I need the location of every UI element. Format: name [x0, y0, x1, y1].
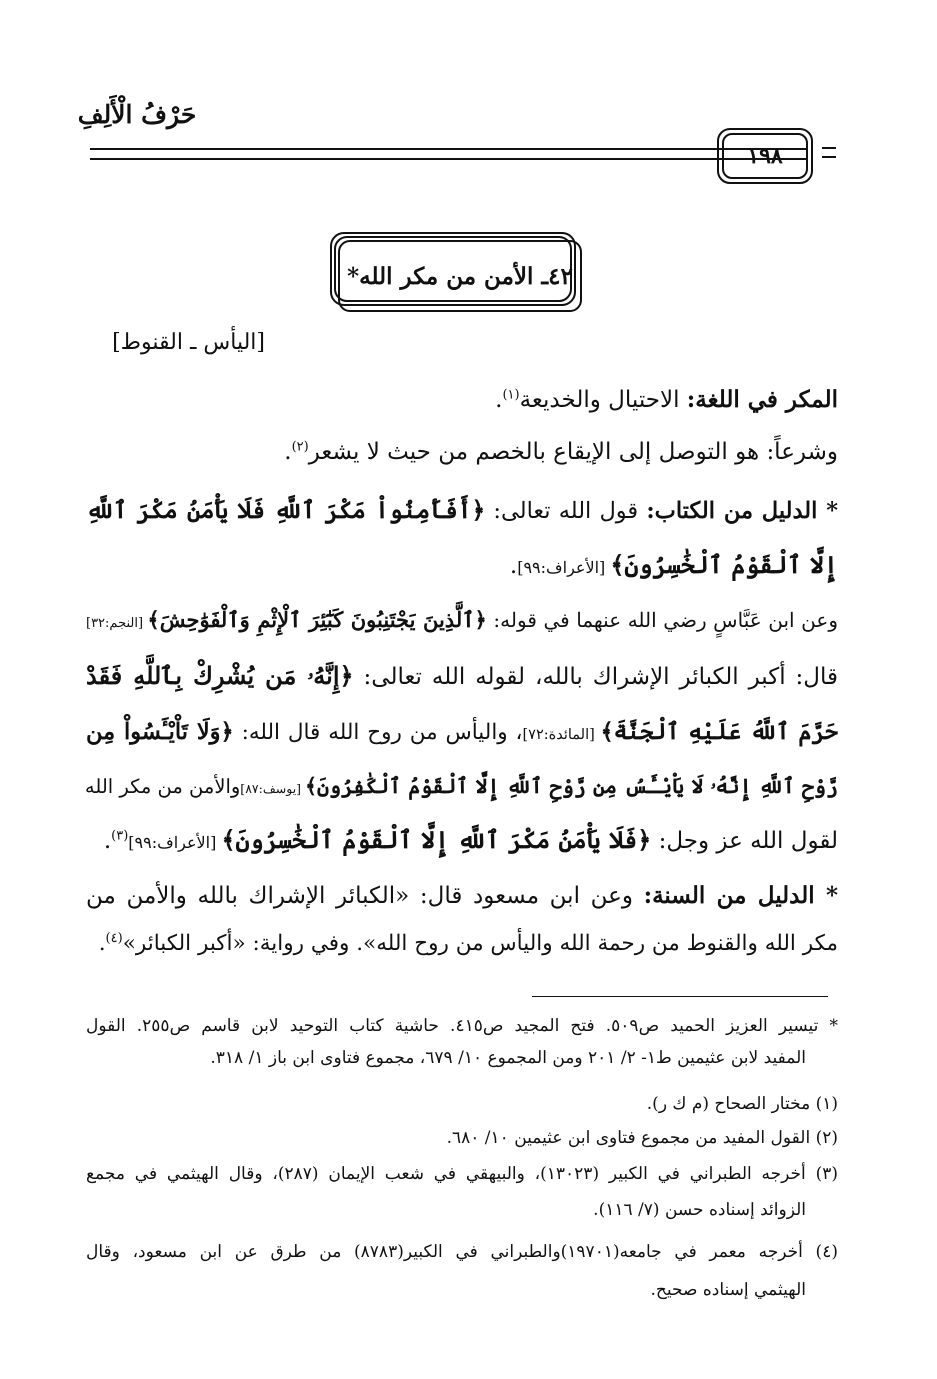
body-line-2 [86, 432, 838, 472]
quran-verse: ﴿أَفَأَمِنُواْ مَكْرَ ٱللَّهِ فَلَا يَأْمَنُ مَكْرَ ٱللَّهِ [86, 496, 486, 524]
synonyms-line: [اليأس ـ القنوط] [112, 330, 265, 355]
verse-reference: [الأعراف:٩٩] [128, 833, 222, 852]
footnote-1: (١) مختار الصحاح (م ك ر). [646, 1094, 838, 1114]
quran-evidence-intro: قول الله تعالى: [485, 498, 647, 524]
body-line-11 [86, 924, 838, 964]
legal-definition-text: هو التوصل إلى الإيقاع بالخصم من حيث لا يشعر [308, 439, 767, 465]
quran-verse: ﴿إِنَّهُۥ مَن يُشْرِكْ بِٱللَّهِ فَقَدْ [86, 661, 354, 690]
verse-reference: [يوسف:٨٧] [240, 781, 306, 796]
footnote-2: (٢) القول المفيد من مجموع فتاوى ابن عثيمين ١٠/ ٦٨٠. [446, 1128, 838, 1148]
body-line-9 [86, 820, 838, 863]
language-definition-label: المكر في اللغة: [686, 386, 838, 413]
body-line-1 [86, 380, 838, 420]
footnote-star-line-2: المفيد لابن عثيمين ط١- ٢/ ٢٠١ ومن المجموع ١٠/ ٦٧٩، مجموع فتاوى ابن باز ١/ ٣١٨. [210, 1048, 806, 1068]
period: . [509, 553, 518, 579]
footnote-mark: (١) [502, 387, 520, 403]
sunnah-evidence-label: * الدليل من السنة: [643, 882, 838, 909]
despair-intro: ، واليأس من روح الله قال الله: [233, 720, 523, 745]
period: . [284, 439, 292, 465]
quran-verse: حَرَّمَ ٱللَّهُ عَلَيْهِ ٱلْجَنَّةَ﴾ [600, 719, 838, 745]
quran-verse: ﴿وَلَا تَاْيْـَٔسُواْ مِن [86, 719, 234, 745]
chapter-title-underline [90, 148, 208, 160]
footnote-3-line-2: الزوائد إسناده حسن (٧/ ١١٦). [593, 1200, 806, 1220]
period: . [495, 387, 503, 413]
footnote-mark: (٢) [291, 439, 309, 455]
language-definition-text: الاحتيال والخديعة [519, 387, 687, 413]
period: . [103, 828, 112, 854]
page-number: ١٩٨ [747, 143, 783, 169]
footnote-mark: (٤) [105, 930, 123, 946]
section-title: ٤٢ـ الأمن من مكر الله* [347, 262, 573, 290]
footnote-star-line-1: * تيسير العزيز الحميد ص٥٠٩. فتح المجيد ص٤١٥. حاشية كتاب التوحيد لابن قاسم ص٢٥٥. القول [86, 1016, 839, 1036]
footnote-4-line-2: الهيثمي إسناده صحيح. [650, 1280, 806, 1300]
saying-intro: لقول الله عز وجل: [651, 828, 838, 854]
verse-reference: [المائدة:٧٢] [522, 727, 601, 743]
body-line-4 [86, 545, 838, 588]
footnote-separator [532, 996, 828, 997]
footnote-mark: (٣) [111, 828, 129, 844]
ibn-abbas-statement: قال: أكبر الكبائر الإشراك بالله، لقوله الله تعالى: [353, 664, 838, 690]
body-line-5 [86, 600, 838, 644]
ibn-abbas-intro: وعن ابن عَبَّاسٍ رضي الله عنهما في قوله: [486, 608, 838, 632]
body-line-10 [86, 876, 838, 916]
body-line-7 [86, 712, 838, 755]
body-line-8 [86, 766, 838, 809]
security-intro: والأمن من مكر الله [84, 775, 241, 798]
quran-verse: ﴿فَلَا يَأْمَنُ مَكْرَ ٱللَّهِ إِلَّا ٱلْقَوْمُ ٱلْخَٰسِرُونَ﴾ [221, 825, 652, 854]
quran-verse: رَّوْحِ ٱللَّهِ إِنَّهُۥ لَا يَاْيْـَٔسُ مِن رَّوْحِ ٱللَّهِ إِلَّا ٱلْقَوْمُ ٱلْكَٰفِرُونَ﴾ [305, 774, 838, 798]
body-line-6 [86, 656, 838, 697]
verse-reference: [الأعراف:٩٩] [517, 558, 611, 577]
section-heading-frame [338, 240, 582, 312]
verse-reference: [النجم:٣٢] [86, 616, 148, 631]
footnote-4-line-1: (٤) أخرجه معمر في جامعه(١٩٧٠١)والطبراني في الكبير(٨٧٨٣) من طرق عن ابن مسعود، وقال [86, 1242, 838, 1262]
quran-verse: ﴿ٱلَّذِينَ يَجْتَنِبُونَ كَبَٰٓئِرَ ٱلْإِثْمِ وَٱلْفَوَٰحِشَ﴾ [147, 607, 487, 632]
quran-evidence-label: * الدليل من الكتاب: [646, 498, 839, 524]
chapter-title: حَرْفُ الْأَلِفِ [77, 100, 197, 129]
sunnah-evidence-text: وعن ابن مسعود قال: «الكبائر الإشراك بالله والأمن من [86, 883, 644, 909]
body-line-3 [86, 490, 838, 531]
sunnah-evidence-text: مكر الله والقنوط من رحمة الله واليأس من روح الله». وفي رواية: «أكبر الكبائر» [122, 931, 838, 956]
legal-definition-label: وشرعاً: [766, 439, 838, 465]
footnote-3-line-1: (٣) أخرجه الطبراني في الكبير (١٣٠٢٣)، والبيهقي في شعب الإيمان (٢٨٧)، وقال الهيثمي في مجمع [86, 1164, 838, 1184]
quran-verse: إِلَّا ٱلْقَوْمُ ٱلْخَٰسِرُونَ﴾ [610, 550, 838, 579]
page-number-frame [722, 133, 808, 179]
period: . [98, 931, 106, 956]
header-dash-ornament [822, 147, 836, 158]
